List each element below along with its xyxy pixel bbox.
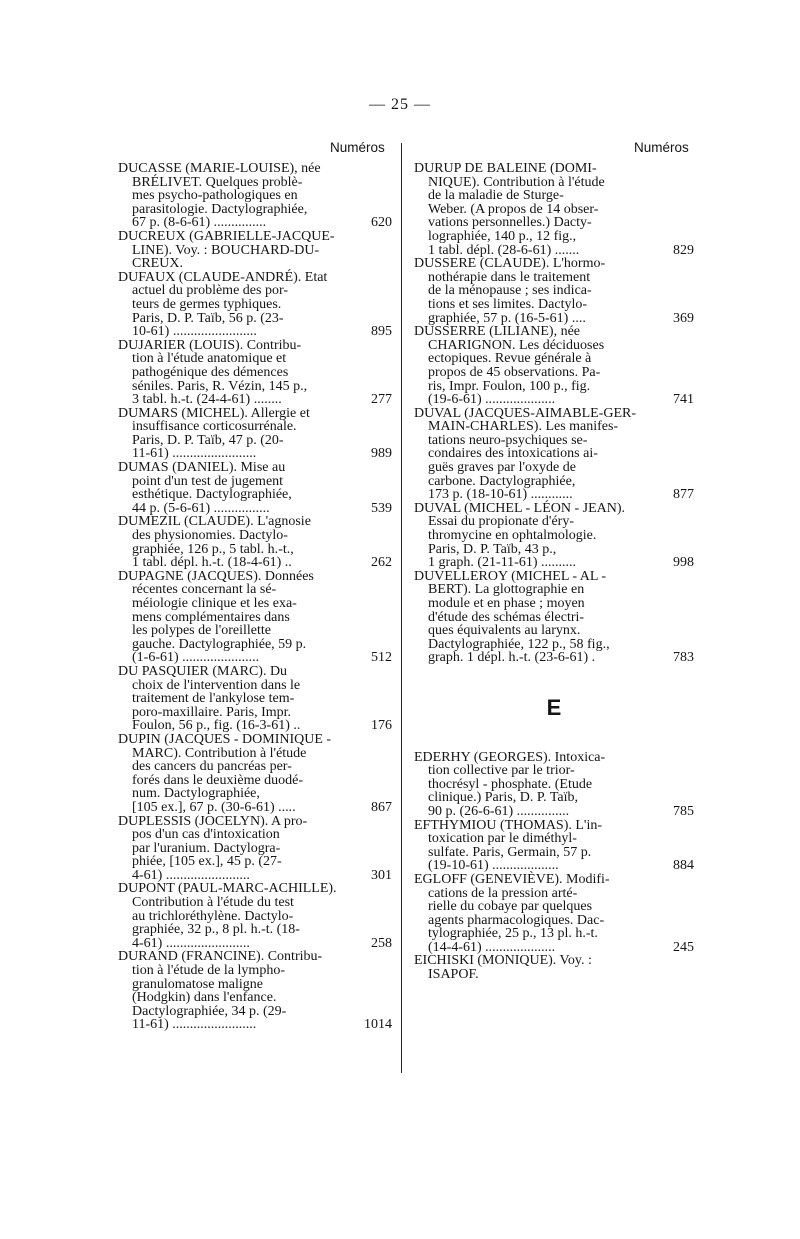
page-number: — 25 — xyxy=(369,96,431,113)
entry-number: 877 xyxy=(673,487,694,503)
entry-line: ISAPOF. xyxy=(428,967,479,983)
entry-line: module et en phase ; moyen xyxy=(428,596,585,611)
entry-line: DURAND (FRANCINE). Contribu- xyxy=(118,949,323,965)
entry-line: (14-4-61) .................... 245 xyxy=(428,939,694,955)
entry-line: teurs de germes typhiques. xyxy=(132,296,282,312)
entry-line: 90 p. (26-6-61) ............... 785 xyxy=(428,803,694,819)
entry-line: DUVAL (MICHEL - LÉON - JEAN). xyxy=(414,500,626,516)
entry-line: carbone. Dactylographiée, xyxy=(428,473,576,489)
entry-line: pos d'un cas d'intoxication xyxy=(132,827,280,843)
index-entry xyxy=(414,502,694,570)
entry-line: point d'un test de jugement xyxy=(132,473,284,489)
entry-line: vations personnelles.) Dacty- xyxy=(428,215,592,231)
entry-line: 10-61) ........................ 895 xyxy=(132,324,392,340)
entry-line: rielle du cobaye par quelques xyxy=(428,899,593,915)
entry-line: méiologie clinique et les exa- xyxy=(132,596,297,611)
index-entry xyxy=(414,819,694,873)
entry-line: DUMEZIL (CLAUDE). L'agnosie xyxy=(118,514,311,530)
entry-line: agents pharmacologiques. Dac- xyxy=(428,912,605,928)
entry-line: granulomatose maligne xyxy=(132,976,264,992)
index-entry xyxy=(118,733,392,815)
entry-line: LINE). Voy. : BOUCHARD-DU- xyxy=(132,242,320,258)
entry-line: de la maladie de Sturge- xyxy=(428,188,564,204)
entry-number: 884 xyxy=(673,858,694,874)
right-column xyxy=(414,162,694,982)
entry-line: pathogénique des démences xyxy=(132,364,289,380)
index-entry xyxy=(118,815,392,883)
entry-number: 539 xyxy=(371,500,392,516)
entry-line: mens complémentaires dans xyxy=(132,609,290,625)
index-entry xyxy=(118,665,392,733)
entry-line: 4-61) ........................ 258 xyxy=(132,935,392,951)
entry-line: NIQUE). Contribution à l'étude xyxy=(428,174,605,190)
entry-line: 1 tabl. dépl. h.-t. (18-4-61) .. 262 xyxy=(132,555,392,571)
entry-line: tion à l'étude de la lympho- xyxy=(132,963,285,979)
entry-line: thocrésyl - phosphate. (Etude xyxy=(428,776,593,792)
entry-line: graph. 1 dépl. h.-t. (23-6-61) . 783 xyxy=(428,650,694,666)
entry-line: guës graves par l'oxyde de xyxy=(428,460,576,476)
entry-number: 867 xyxy=(371,799,392,815)
entry-line: DUCASSE (MARIE-LOUISE), née xyxy=(118,161,321,176)
entry-number: 369 xyxy=(673,310,694,326)
entry-line: Paris, D. P. Taïb, 47 p. (20- xyxy=(132,432,284,448)
index-entry xyxy=(118,407,392,461)
entry-line: traitement de l'ankylose tem- xyxy=(132,691,295,707)
entry-line: DUSSERE (CLAUDE). L'hormo- xyxy=(414,256,606,272)
index-entry xyxy=(414,873,694,955)
entry-line: des cancers du pancréas per- xyxy=(132,759,292,775)
index-entry xyxy=(118,230,392,271)
entry-line: sulfate. Paris, Germain, 57 p. xyxy=(428,844,592,860)
index-entry xyxy=(414,751,694,819)
entry-number: 245 xyxy=(673,939,694,955)
entry-line: DUFAUX (CLAUDE-ANDRÉ). Etat xyxy=(118,269,328,285)
entry-line: (19-10-61) ................... 884 xyxy=(428,858,694,874)
entry-line: poro-maxillaire. Paris, Impr. xyxy=(132,704,292,720)
entry-line: DURUP DE BALEINE (DOMI- xyxy=(414,161,597,176)
index-entry xyxy=(414,257,694,325)
index-entry xyxy=(118,461,392,515)
entry-line: lographiée, 140 p., 12 fig., xyxy=(428,228,577,244)
entry-line: DUJARIER (LOUIS). Contribu- xyxy=(118,337,302,353)
entry-line: mes psycho-pathologiques en xyxy=(132,188,298,204)
entry-line: tion collective par le trior- xyxy=(428,763,575,779)
index-entry xyxy=(118,339,392,407)
entry-line: 67 p. (8-6-61) ............... 620 xyxy=(132,215,392,231)
entry-line: (1-6-61) ...................... 512 xyxy=(132,650,392,666)
entry-line: de la ménopause ; ses indica- xyxy=(428,283,592,299)
entry-number: 301 xyxy=(371,867,392,883)
entry-line: BERT). La glottographie en xyxy=(428,582,585,598)
entry-line: nothérapie dans le traitement xyxy=(428,269,591,285)
entry-number: 895 xyxy=(371,324,392,340)
entry-line: num. Dactylographiée, xyxy=(132,786,260,802)
entry-number: 176 xyxy=(371,718,392,734)
entry-line: DUVELLEROY (MICHEL - AL - xyxy=(414,568,607,584)
entry-line: 11-61) ........................ 1014 xyxy=(132,1017,392,1033)
entry-number: 785 xyxy=(673,803,694,819)
index-entry xyxy=(414,325,694,407)
entry-line: (19-6-61) .................... 741 xyxy=(428,392,694,408)
entry-line: Dactylographiée, 34 p. (29- xyxy=(132,1003,287,1019)
index-entry xyxy=(118,882,392,950)
entry-line: cations de la pression arté- xyxy=(428,885,578,901)
entry-line: DUPONT (PAUL-MARC-ACHILLE). xyxy=(118,881,337,897)
entry-line: EGLOFF (GENEVIÈVE). Modifi- xyxy=(414,871,610,887)
entry-line: DUMARS (MICHEL). Allergie et xyxy=(118,405,310,421)
entry-number: 512 xyxy=(371,650,392,666)
entry-number: 620 xyxy=(371,215,392,231)
entry-number: 262 xyxy=(371,555,392,571)
entry-line: DU PASQUIER (MARC). Du xyxy=(118,663,288,679)
index-entry xyxy=(118,271,392,339)
left-column-header: Numéros xyxy=(330,140,385,155)
entry-number: 258 xyxy=(371,935,392,951)
entry-line: clinique.) Paris, D. P. Taïb, xyxy=(428,790,579,806)
entry-line: tations neuro-psychiques se- xyxy=(428,432,588,448)
entry-number: 989 xyxy=(371,446,392,462)
entry-line: tions et ses limites. Dactylo- xyxy=(428,296,588,312)
entry-number: 277 xyxy=(371,392,392,408)
entry-line: actuel du problème des por- xyxy=(132,283,288,299)
entry-line: CHARIGNON. Les déciduoses xyxy=(428,337,605,353)
index-entry xyxy=(414,954,694,981)
entry-number: 783 xyxy=(673,650,694,666)
entry-line: toxication par le diméthyl- xyxy=(428,831,577,847)
index-entry xyxy=(414,162,694,257)
entry-line: d'étude des schémas électri- xyxy=(428,609,585,625)
entry-line: parasitologie. Dactylographiée, xyxy=(132,201,308,217)
entry-line: au trichloréthylène. Dactylo- xyxy=(132,908,294,924)
entry-number: 1014 xyxy=(364,1017,392,1033)
entry-line: gauche. Dactylographiée, 59 p. xyxy=(132,636,307,652)
entry-line: 44 p. (5-6-61) ................ 539 xyxy=(132,500,392,516)
entry-line: thromycine en ophtalmologie. xyxy=(428,528,597,544)
entry-line: (Hodgkin) dans l'enfance. xyxy=(132,990,277,1006)
entry-line: insuffisance corticosurrénale. xyxy=(132,419,297,435)
entry-line: DUPIN (JACQUES - DOMINIQUE - xyxy=(118,731,332,747)
entry-line: EFTHYMIOU (THOMAS). L'in- xyxy=(414,817,603,833)
entry-line: DUCREUX (GABRIELLE-JACQUE- xyxy=(118,228,335,244)
entry-line: DUMAS (DANIEL). Mise au xyxy=(118,460,286,476)
entry-line: MARC). Contribution à l'étude xyxy=(132,745,307,761)
entry-line: graphiée, 126 p., 5 tabl. h.-t., xyxy=(132,541,294,557)
entry-line: 1 tabl. dépl. (28-6-61) ....... 829 xyxy=(428,242,694,258)
entry-line: Foulon, 56 p., fig. (16-3-61) .. 176 xyxy=(132,718,392,734)
section-letter: E xyxy=(546,694,562,720)
entry-line: choix de l'intervention dans le xyxy=(132,677,301,693)
entry-line: condaires des intoxications ai- xyxy=(428,446,598,462)
index-entry xyxy=(118,162,392,230)
entry-line: CREUX. xyxy=(132,256,183,272)
entry-line: Paris, D. P. Taïb, 56 p. (23- xyxy=(132,310,284,326)
entry-line: phiée, [105 ex.], 45 p. (27- xyxy=(132,854,282,870)
entry-line: Weber. (A propos de 14 obser- xyxy=(428,201,599,217)
index-entry xyxy=(118,515,392,569)
entry-line: Contribution à l'étude du test xyxy=(132,895,294,911)
entry-line: tion à l'étude anatomique et xyxy=(132,351,287,367)
entry-line: DUSSERRE (LILIANE), née xyxy=(414,324,581,340)
left-column xyxy=(118,162,392,1032)
entry-line: DUPLESSIS (JOCELYN). A pro- xyxy=(118,813,308,829)
entry-line: 11-61) ........................ 989 xyxy=(132,446,392,462)
column-divider xyxy=(401,143,402,1073)
index-entry xyxy=(414,407,694,502)
entry-line: esthétique. Dactylographiée, xyxy=(132,487,292,503)
entry-line: MAIN-CHARLES). Les manifes- xyxy=(428,419,619,435)
entry-line: EDERHY (GEORGES). Intoxica- xyxy=(414,749,606,765)
entry-line: BRÉLIVET. Quelques problè- xyxy=(132,174,303,190)
entry-line: 3 tabl. h.-t. (24-4-61) ........ 277 xyxy=(132,392,392,408)
entry-line: ectopiques. Revue générale à xyxy=(428,351,592,367)
entry-line: des physionomies. Dactylo- xyxy=(132,528,288,544)
index-entry xyxy=(118,570,392,665)
index-entry xyxy=(118,950,392,1032)
right-column-header: Numéros xyxy=(634,140,689,155)
entry-line: DUPAGNE (JACQUES). Données xyxy=(118,568,314,584)
entry-line: par l'uranium. Dactylogra- xyxy=(132,840,281,856)
entry-line: 173 p. (18-10-61) ............ 877 xyxy=(428,487,694,503)
entry-line: tylographiée, 25 p., 13 pl. h.-t. xyxy=(428,926,598,942)
entry-line: 1 graph. (21-11-61) .......... 998 xyxy=(428,555,694,571)
entry-line: les polypes de l'oreillette xyxy=(132,623,271,639)
entry-line: graphiée, 57 p. (16-5-61) .... 369 xyxy=(428,310,694,326)
entry-line: séniles. Paris, R. Vézin, 145 p., xyxy=(132,378,308,394)
entry-line: graphiée, 32 p., 8 pl. h.-t. (18- xyxy=(132,922,300,938)
entry-line: [105 ex.], 67 p. (30-6-61) ..... 867 xyxy=(132,799,392,815)
entry-line: forés dans le deuxième duodé- xyxy=(132,772,304,788)
entry-line: Dactylographiée, 122 p., 58 fig., xyxy=(428,636,610,652)
entry-line: ques équivalents au larynx. xyxy=(428,623,581,639)
entry-line: EICHISKI (MONIQUE). Voy. : xyxy=(414,953,592,969)
entry-line: 4-61) ........................ 301 xyxy=(132,867,392,883)
entry-line: DUVAL (JACQUES-AIMABLE-GER- xyxy=(414,405,637,421)
index-entry xyxy=(414,570,694,665)
entry-number: 829 xyxy=(673,242,694,258)
entry-line: récentes concernant la sé- xyxy=(132,582,277,598)
entry-line: ris, Impr. Foulon, 100 p., fig. xyxy=(428,378,591,394)
entry-line: Essai du propionate d'éry- xyxy=(428,514,574,530)
entry-line: Paris, D. P. Taïb, 43 p., xyxy=(428,541,557,557)
entry-line: propos de 45 observations. Pa- xyxy=(428,364,601,380)
entry-number: 741 xyxy=(673,392,694,408)
entry-number: 998 xyxy=(673,555,694,571)
